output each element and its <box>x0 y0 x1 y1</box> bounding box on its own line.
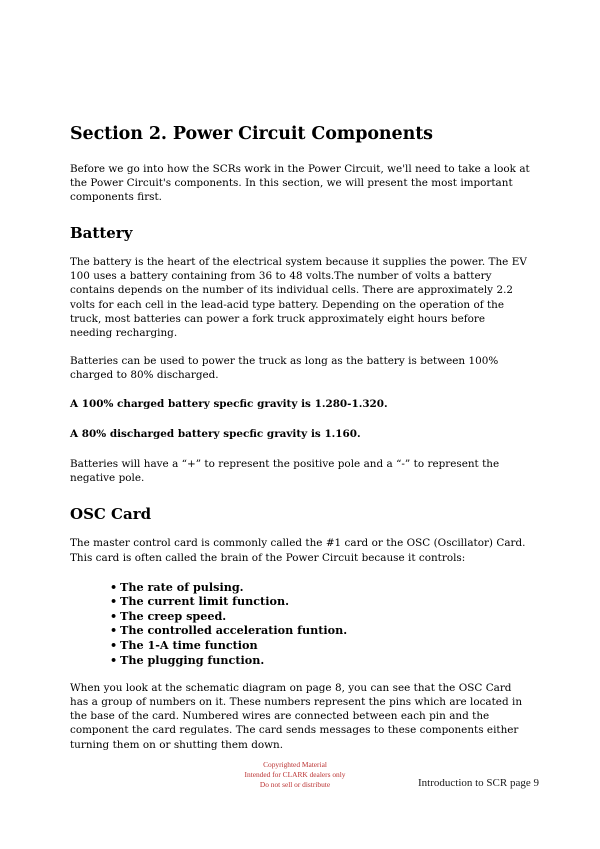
bullet-icon: • <box>110 594 118 609</box>
list-item-label: The rate of pulsing. <box>120 579 244 594</box>
intro-paragraph: Before we go into how the SCRs work in the Power Circuit, we'll need to take a look at the Power Circuit's components. In this section, we will present the most important components first. <box>70 163 530 204</box>
list-item <box>70 580 530 595</box>
watermark-line-2: Intended for CLARK dealers only <box>244 770 346 780</box>
page-footer-area <box>0 760 600 805</box>
list-item <box>70 623 530 638</box>
list-item-label: The 1-A time function <box>120 637 258 652</box>
list-item <box>70 653 530 668</box>
bullet-icon: • <box>110 637 118 652</box>
page-number-label: Introduction to SCR page 9 <box>418 777 539 789</box>
section-heading-osc-card: OSC Card <box>70 505 152 524</box>
list-item-label: The plugging function. <box>120 652 265 667</box>
bullet-icon: • <box>110 623 118 638</box>
watermark-line-1: Copyrighted Material <box>263 760 327 769</box>
page-title: Section 2. Power Circuit Components <box>70 124 433 144</box>
osc-card-function-list <box>70 580 530 668</box>
battery-gravity-discharged: A 80% discharged battery specfic gravity is 1.160. <box>70 428 361 441</box>
battery-poles-paragraph: Batteries will have a “+” to represent the positive pole and a “-” to represent the negative pole. <box>70 458 500 485</box>
list-item <box>70 594 530 609</box>
list-item <box>70 609 530 624</box>
bullet-icon: • <box>110 579 118 594</box>
list-item-label: The controlled acceleration funtion. <box>120 623 348 638</box>
copyright-watermark <box>170 760 420 791</box>
section-heading-battery: Battery <box>70 224 133 243</box>
battery-paragraph-2: Batteries can be used to power the truck as long as the battery is between 100% charged to 80% discharged. <box>70 354 499 381</box>
osc-card-intro-paragraph: The master control card is commonly called the #1 card or the OSC (Oscillator) Card. This card is often called the brain of the Power Circuit because it controls: <box>70 537 526 564</box>
document-content <box>70 124 530 766</box>
battery-gravity-charged: A 100% charged battery specfic gravity is 1.280-1.320. <box>70 398 388 411</box>
osc-card-closing-paragraph: When you look at the schematic diagram on page 8, you can see that the OSC Card has a group of numbers on it. These numbers represent the pins which are located in the base of the card. Numbered wires are connected between each pin and the component the card regulates. The card sends messages to these components either turning them on or shutting them down. <box>70 682 523 751</box>
bullet-icon: • <box>110 608 118 623</box>
battery-paragraph-1: The battery is the heart of the electrical system because it supplies the power. The EV 100 uses a battery containing from 36 to 48 volts.The number of volts a battery contains depends on the number of its individual cells. There are approximately 2.2 volts for each cell in the lead-acid type battery. Depending on the operation of the truck, most batteries can power a fork truck approximately eight hours before needing recharging. <box>70 256 527 339</box>
list-item <box>70 638 530 653</box>
list-item-label: The current limit function. <box>120 594 289 609</box>
list-item-label: The creep speed. <box>120 608 227 623</box>
bullet-icon: • <box>110 652 118 667</box>
watermark-line-3: Do not sell or distribute <box>259 780 331 790</box>
